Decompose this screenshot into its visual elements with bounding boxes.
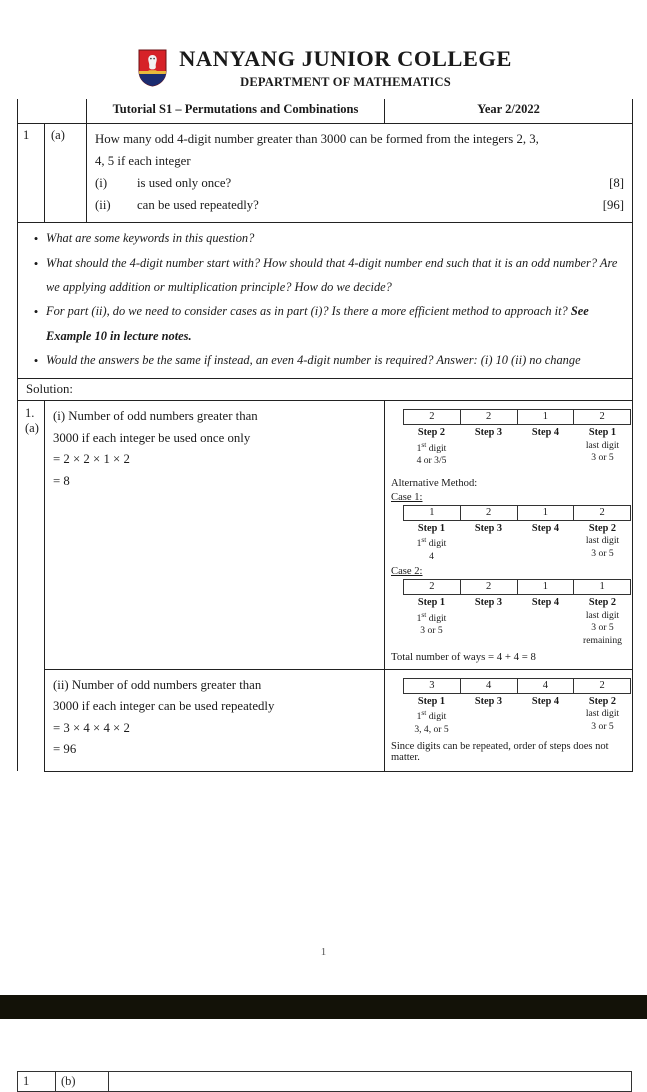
step-desc: 3 or 5: [591, 452, 614, 464]
step-desc: 1st digit: [416, 708, 447, 723]
step-values-row: [403, 505, 631, 521]
step-desc: last digit: [585, 439, 620, 451]
hint-emphasis: See Example 10 in lecture notes.: [46, 304, 589, 343]
bullet-icon: •: [33, 256, 39, 272]
case-1-label: [391, 492, 626, 503]
solution-line: 3000 if each integer can be used repeatedly: [53, 699, 275, 714]
step-label-group: [403, 694, 460, 737]
question-part-label: (a): [45, 123, 87, 222]
question-stem-line-1: How many odd 4-digit number greater than 3000 can be formed from the integers 2, 3,: [95, 131, 539, 146]
question-row: [18, 123, 633, 222]
page-number: 1: [320, 946, 327, 958]
solution-row-part-i: [18, 401, 633, 670]
step-desc: 1st digit: [416, 609, 447, 624]
step-label-group: [460, 595, 517, 647]
question-body: [87, 123, 633, 222]
subpart-marks-i: [8]: [609, 175, 625, 190]
step-desc: 4: [429, 550, 434, 562]
hint-item: [26, 348, 622, 373]
step-label-group: [574, 425, 631, 468]
step-diagram-case-2: [403, 579, 626, 647]
department-name: DEPARTMENT OF MATHEMATICS: [240, 74, 451, 89]
step-value: 4: [518, 679, 575, 693]
solution-row-number: 1.(a): [18, 401, 45, 772]
step-labels-row: [403, 595, 631, 647]
step-desc: last digit: [585, 708, 620, 720]
step-value: 1: [518, 410, 575, 424]
solution-line: (i) Number of odd numbers greater than: [53, 409, 258, 424]
step-label-group: [517, 521, 574, 564]
hints-cell: [18, 222, 633, 378]
solution-line: = 3 × 4 × 4 × 2: [53, 720, 130, 735]
solution-right-part-i: [385, 401, 633, 670]
step-label-group: [574, 521, 631, 564]
hint-text: [46, 251, 622, 299]
step-value: 2: [404, 410, 461, 424]
solution-right-part-ii: [385, 669, 633, 771]
step-labels-row: [403, 425, 631, 468]
masthead-cell: [18, 41, 633, 99]
step-name: Step 4: [531, 522, 560, 534]
header-blank-cell: [18, 98, 87, 123]
solution-line: 3000 if each integer be used once only: [53, 430, 251, 445]
step-desc: 3 or 5: [591, 720, 614, 732]
next-question-number: 1: [18, 1072, 56, 1092]
year-label: Year 2/2022: [385, 98, 633, 123]
step-values-row: [403, 409, 631, 425]
bullet-icon: •: [33, 352, 39, 368]
solution-left-part-i: [45, 401, 385, 670]
solution-line: = 96: [53, 742, 77, 757]
repeat-note: Since digits can be repeated, order of steps does not matter.: [391, 741, 609, 764]
step-desc: 1st digit: [416, 535, 447, 550]
step-desc: 4 or 3/5: [416, 455, 447, 467]
step-desc: remaining: [583, 634, 622, 646]
step-name: Step 2: [588, 695, 617, 707]
step-name: Step 1: [417, 597, 446, 609]
school-name: NANYANG JUNIOR COLLEGE: [179, 46, 512, 71]
solution-line: (ii) Number of odd numbers greater than: [53, 677, 262, 692]
subpart-text-ii: can be used repeatedly?: [137, 197, 259, 212]
masthead-row: [18, 41, 633, 99]
step-value: 1: [404, 506, 461, 520]
step-value: 3: [404, 679, 461, 693]
step-label-group: [460, 521, 517, 564]
step-desc: 3 or 5: [591, 547, 614, 559]
step-value: 4: [461, 679, 518, 693]
bullet-icon: •: [33, 230, 39, 246]
step-desc: last digit: [585, 609, 620, 621]
hint-line: it?: [554, 304, 571, 319]
hint-line: What are some keywords in this question?: [46, 230, 255, 245]
hint-text: [46, 226, 622, 250]
hint-item: [26, 299, 622, 347]
step-name: Step 4: [531, 427, 560, 439]
step-name: Step 2: [588, 597, 617, 609]
hint-line: change: [544, 352, 581, 367]
step-desc: 1st digit: [416, 439, 447, 454]
case-1-text: Case 1:: [391, 491, 423, 503]
next-page-row: [18, 1072, 632, 1092]
alternative-method-label: Alternative Method:: [391, 477, 478, 489]
next-question-body: [109, 1072, 632, 1092]
step-diagram-main: [403, 409, 626, 468]
step-label-group: [574, 595, 631, 647]
step-name: Step 4: [531, 597, 560, 609]
step-label-group: [517, 425, 574, 468]
step-labels-row: [403, 694, 631, 737]
step-value: 2: [404, 580, 461, 594]
question-subpart-ii: [95, 194, 624, 216]
step-label-group: [517, 595, 574, 647]
subpart-text-i: is used only once?: [137, 175, 232, 190]
step-name: Step 3: [474, 427, 503, 439]
step-value: 2: [599, 411, 605, 423]
subpart-marks-ii: [96]: [602, 197, 625, 212]
step-name: Step 1: [588, 427, 617, 439]
step-label-group: [517, 694, 574, 737]
step-label-group: [574, 694, 631, 737]
case-2-text: Case 2:: [391, 566, 423, 578]
hint-item: [26, 226, 622, 251]
question-stem-line-2: 4, 5 if each integer: [95, 153, 191, 168]
bullet-icon: •: [33, 304, 39, 320]
solution-line: = 2 × 2 × 1 × 2: [53, 452, 130, 467]
next-page-table: [17, 1071, 632, 1092]
step-name: Step 2: [417, 427, 446, 439]
question-subpart-i: [95, 172, 624, 194]
step-value: 2: [461, 410, 518, 424]
step-value: 2: [461, 580, 518, 594]
hint-item: [26, 251, 622, 299]
step-value: 1: [518, 580, 575, 594]
page-separator-bar: [0, 995, 647, 1019]
hint-line: Would the answers be the same if instead, an even 4-digit number is required? Answer: (i) 10 (ii) no: [46, 352, 542, 367]
step-name: Step 3: [474, 522, 503, 534]
subpart-label-ii: (ii): [95, 197, 111, 212]
header-strip-row: [18, 98, 633, 123]
step-name: Step 1: [417, 522, 446, 534]
solution-line: = 8: [53, 473, 70, 488]
step-desc: last digit: [585, 535, 620, 547]
solution-label-row: [18, 379, 633, 401]
hint-line: number? Are we applying addition or multiplication principle? How do we decide?: [46, 256, 618, 295]
step-label-group: [403, 521, 460, 564]
total-ways-line: Total number of ways = 4 + 4 = 8: [391, 650, 536, 663]
solution-row-part-ii: [18, 669, 633, 771]
step-label-group: [460, 425, 517, 468]
worksheet-table: [17, 40, 633, 772]
step-labels-row: [403, 521, 631, 564]
hint-line: What should the 4-digit number start with? How should that 4-digit number end such that it is an odd: [46, 256, 550, 271]
school-crest-icon: [138, 49, 167, 87]
step-value: 2: [599, 679, 605, 691]
step-desc: 3, 4, or 5: [414, 724, 449, 735]
step-values-row: [403, 579, 631, 595]
step-name: Step 4: [531, 695, 560, 707]
next-question-part: (b): [56, 1072, 109, 1092]
step-diagram-case-1: [403, 505, 626, 564]
step-value: 1: [599, 581, 605, 593]
step-desc: 3 or 5: [420, 625, 443, 637]
tutorial-title: Tutorial S1 – Permutations and Combinations: [87, 98, 385, 123]
case-2-label: [391, 566, 626, 577]
hint-text: [46, 348, 622, 372]
step-value: 1: [518, 506, 575, 520]
step-desc: 3 or 5: [591, 622, 614, 634]
hint-text: [46, 299, 622, 347]
next-page-preview: [0, 1019, 647, 1088]
step-value: 2: [599, 506, 605, 518]
step-diagram-part-ii: [403, 678, 626, 737]
step-name: Step 2: [588, 522, 617, 534]
step-name: Step 3: [474, 695, 503, 707]
step-label-group: [460, 694, 517, 737]
step-label-group: [403, 595, 460, 647]
step-label-group: [403, 425, 460, 468]
step-name: Step 3: [474, 597, 503, 609]
hints-row: [18, 222, 633, 378]
solution-left-part-ii: [45, 669, 385, 771]
subpart-label-i: (i): [95, 175, 108, 190]
hint-line: For part (ii), do we need to consider cases as in part (i)? Is there a more efficient method to approach: [46, 304, 552, 319]
step-values-row: [403, 678, 631, 694]
solution-label: Solution:: [18, 379, 633, 401]
step-name: Step 1: [417, 695, 446, 707]
step-value: 2: [461, 506, 518, 520]
question-number: 1: [18, 123, 45, 222]
